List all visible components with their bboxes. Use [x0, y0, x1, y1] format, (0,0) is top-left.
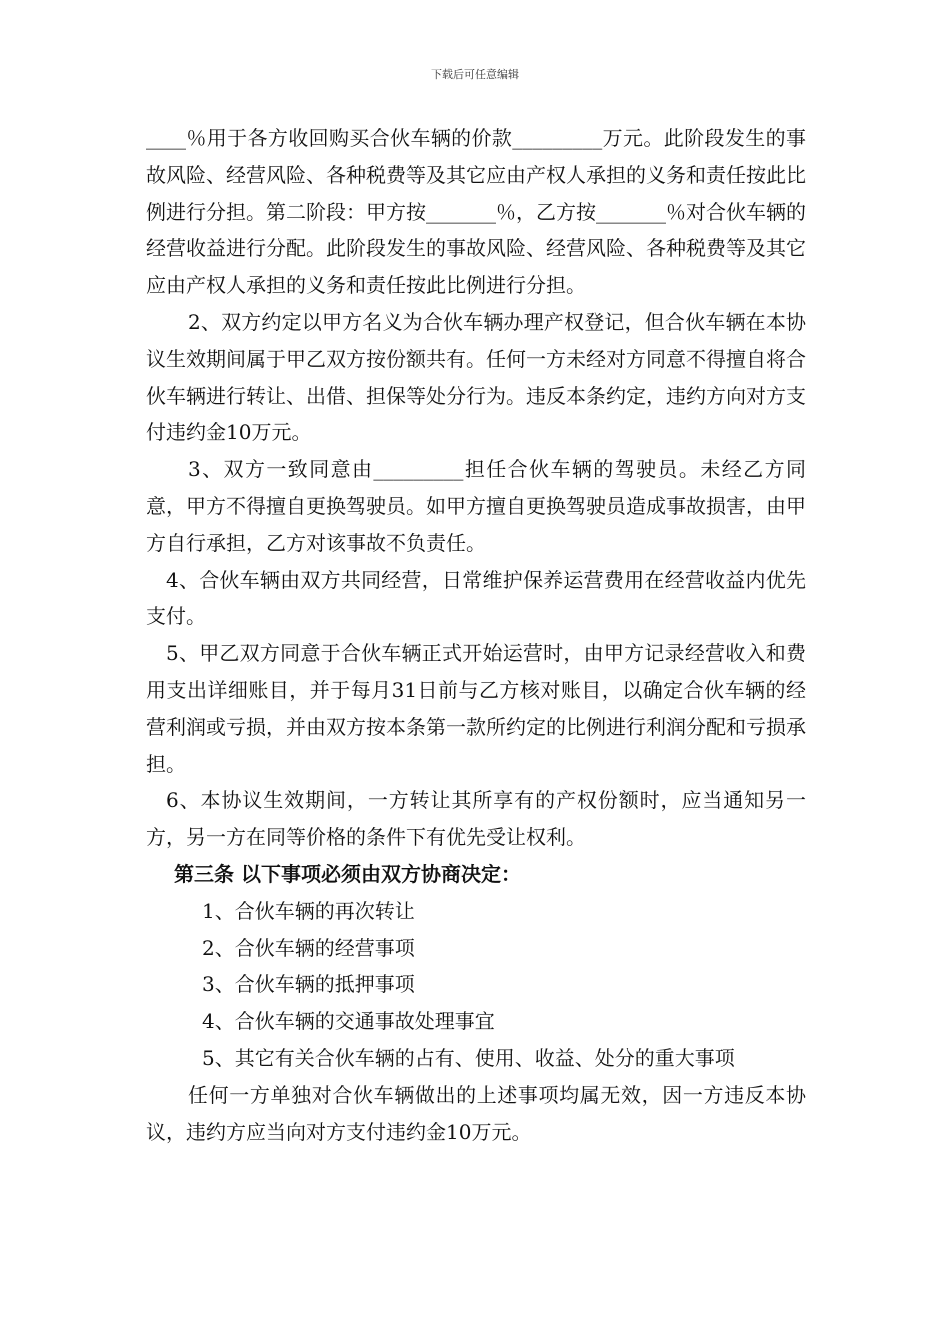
paragraph-clause-2: 2、双方约定以甲方名义为合伙车辆办理产权登记，但合伙车辆在本协议生效期间属于甲乙双方按份额共有。任何一方未经对方同意不得擅自将合伙车辆进行转让、出借、担保等处分行为。违反本条约定，违约方向对方支付违约金10万元。: [146, 309, 806, 445]
list-item: 5、其它有关合伙车辆的占有、使用、收益、处分的重大事项: [202, 1045, 735, 1070]
paragraph-stage-terms: ____％用于各方收回购买合伙车辆的价款_________万元。此阶段发生的事故风险、经营风险、各种税费等及其它应由产权人承担的义务和责任按此比例进行分担。第二阶段：甲方按_______％，乙方按_______％对合伙车辆的经营收益进行分配。此阶段发生的事故风险、经营风险、各种税费等及其它应由产权人承担的义务和责任按此比例进行分担。: [146, 126, 806, 298]
article-3-closing: 任何一方单独对合伙车辆做出的上述事项均属无效，因一方违反本协议，违约方应当向对方支付违约金10万元。: [146, 1082, 806, 1144]
list-item: 2、合伙车辆的经营事项: [202, 935, 415, 960]
list-item: 1、合伙车辆的再次转让: [202, 898, 415, 923]
list-item: 4、合伙车辆的交通事故处理事宜: [202, 1009, 495, 1034]
page-header: 下载后可任意编辑: [431, 68, 519, 81]
paragraph-clause-6: 6、本协议生效期间，一方转让其所享有的产权份额时，应当通知另一方，另一方在同等价格的条件下有优先受让权利。: [146, 788, 806, 850]
paragraph-clause-4: 4、合伙车辆由双方共同经营，日常维护保养运营费用在经营收益内优先支付。: [146, 567, 806, 629]
document-body: [146, 120, 806, 1150]
paragraph-clause-5: 5、甲乙双方同意于合伙车辆正式开始运营时，由甲方记录经营收入和费用支出详细账目，并于每月31日前与乙方核对账目，以确定合伙车辆的经营利润或亏损，并由双方按本条第一款所约定的比例进行利润分配和亏损承担。: [146, 641, 806, 776]
article-3-heading: 第三条 以下事项必须由双方协商决定：: [174, 861, 521, 886]
list-item: 3、合伙车辆的抵押事项: [202, 972, 415, 997]
paragraph-clause-3: 3、双方一致同意由_________担任合伙车辆的驾驶员。未经乙方同意，甲方不得擅自更换驾驶员。如甲方擅自更换驾驶员造成事故损害，由甲方自行承担，乙方对该事故不负责任。: [146, 457, 806, 555]
